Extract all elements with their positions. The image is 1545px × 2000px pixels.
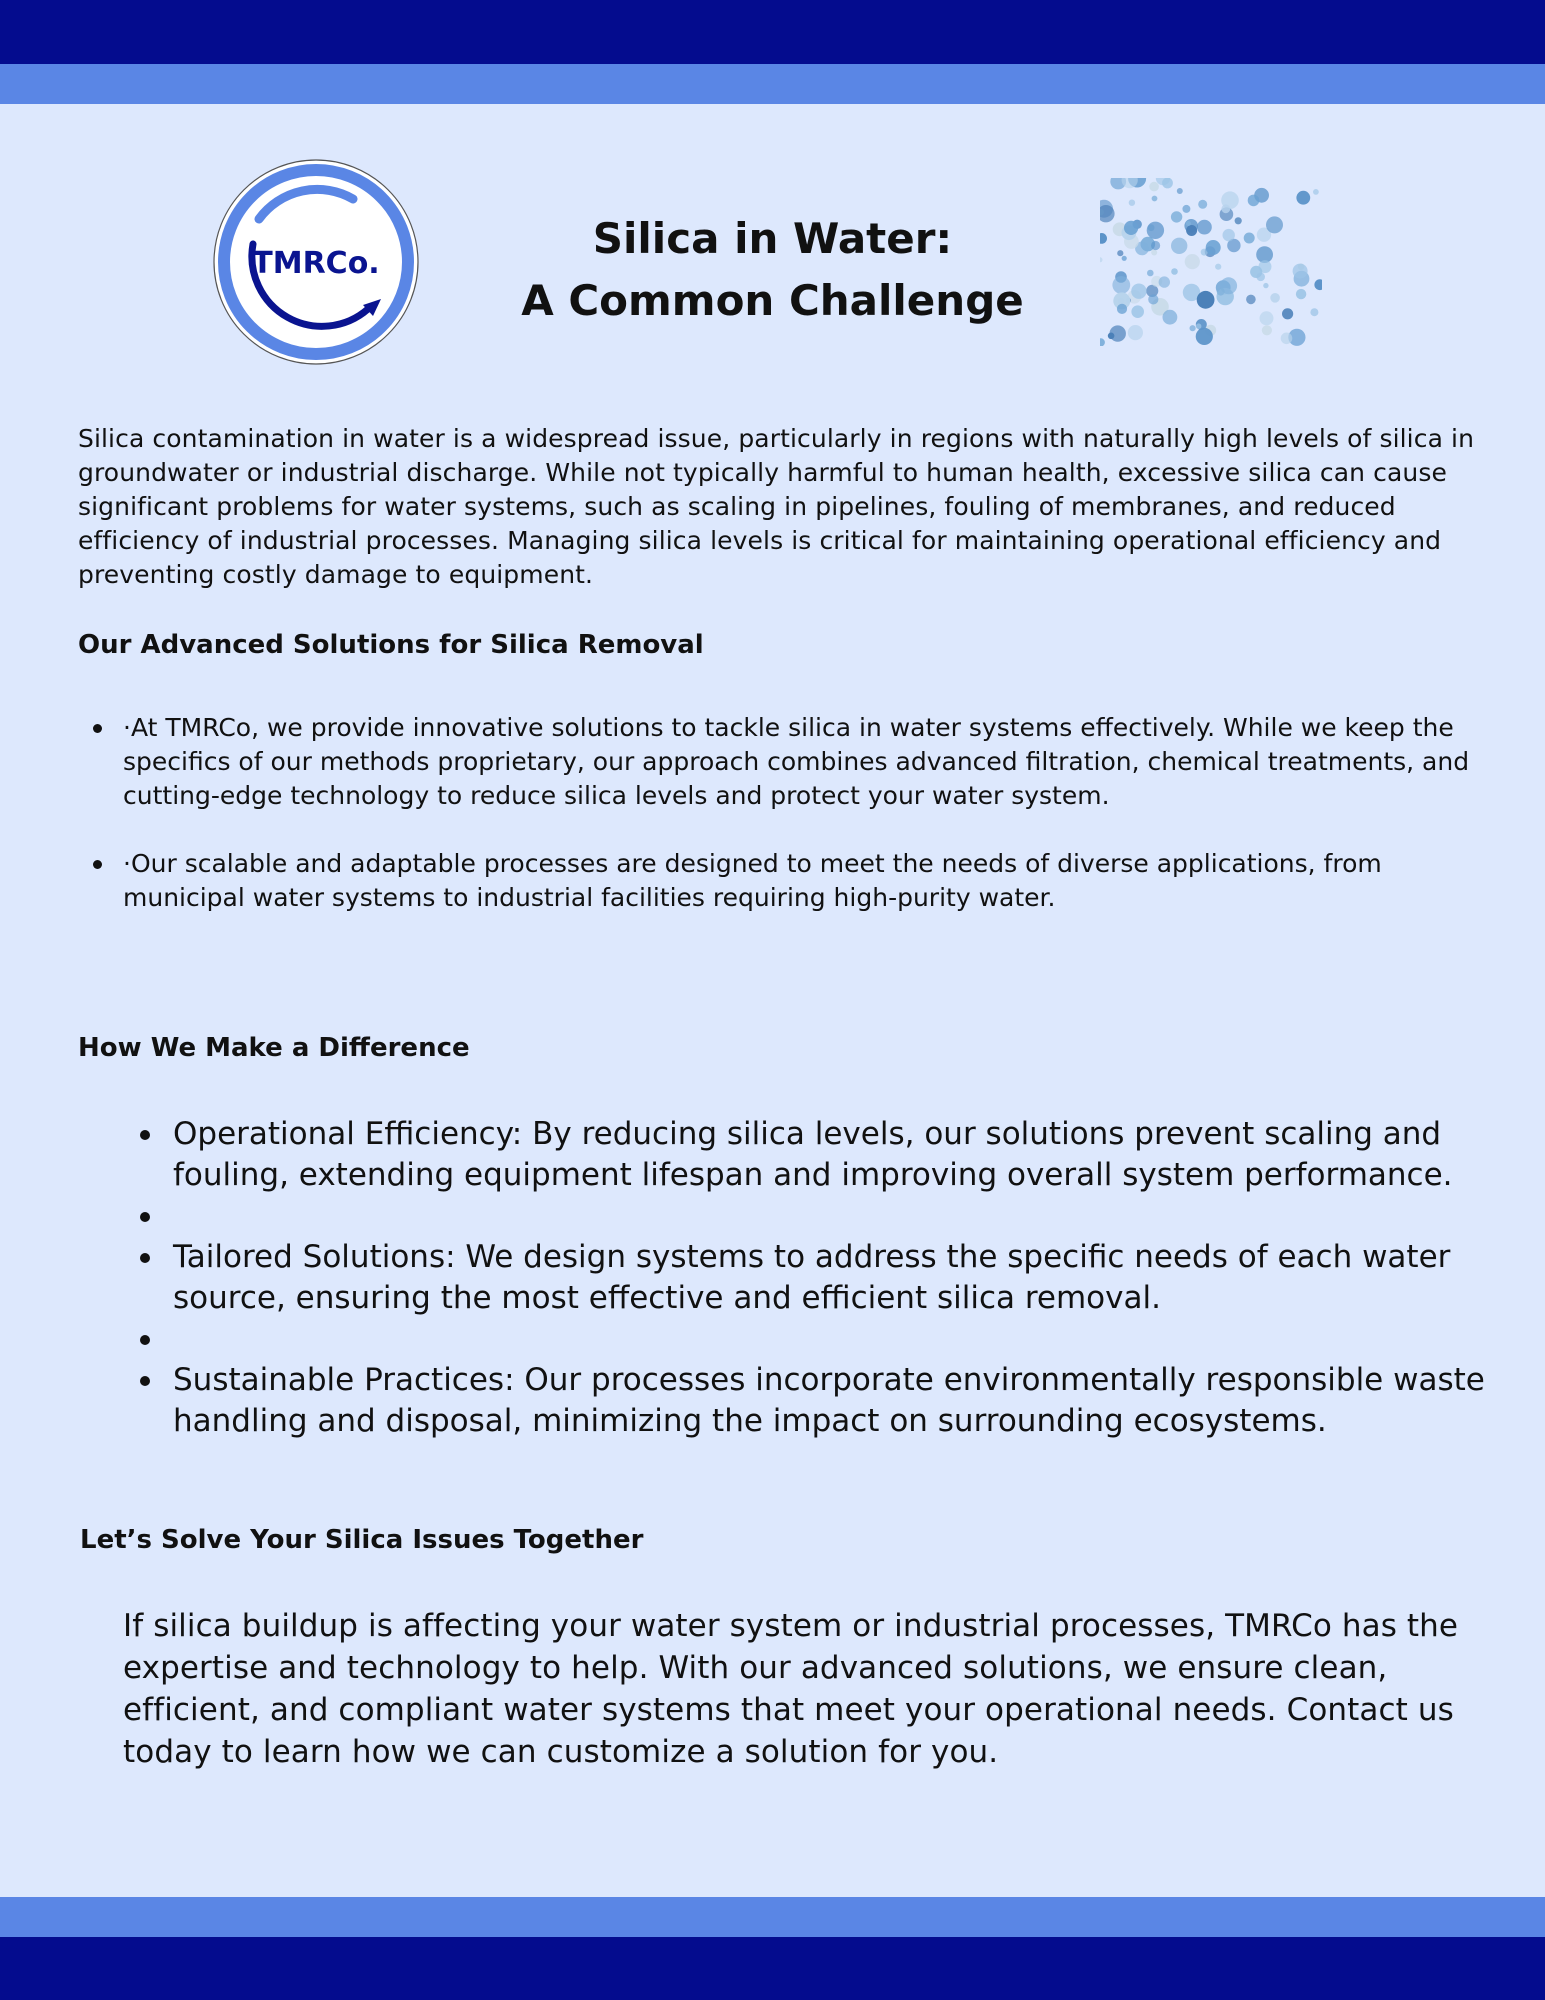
bubble bbox=[1270, 293, 1280, 303]
bubble bbox=[1296, 191, 1310, 205]
bubble bbox=[1310, 308, 1318, 316]
bubble bbox=[1149, 182, 1159, 192]
bubble bbox=[1100, 233, 1107, 244]
bullet-icon bbox=[140, 1130, 150, 1140]
list-item: Tailored Solutions: We design systems to address the specific needs of each water source, ensuring the most effective and efficient silica removal. bbox=[173, 1237, 1513, 1319]
bullet-icon bbox=[93, 860, 102, 869]
bottom-banner-dark bbox=[0, 1937, 1545, 2000]
solutions-heading: Our Advanced Solutions for Silica Removal bbox=[78, 630, 704, 660]
bullet-icon bbox=[140, 1253, 150, 1263]
bubble bbox=[1100, 338, 1105, 346]
together-heading: Let’s Solve Your Silica Issues Together bbox=[80, 1525, 644, 1555]
bubble bbox=[1198, 200, 1207, 209]
bubble bbox=[1217, 288, 1225, 296]
top-banner-light bbox=[0, 64, 1545, 104]
logo-text: TMRCo. bbox=[252, 246, 380, 281]
title-line-1: Silica in Water: bbox=[592, 214, 953, 263]
silica-bubbles-image bbox=[1100, 178, 1322, 346]
bubble bbox=[1185, 254, 1200, 269]
bubble bbox=[1221, 204, 1230, 213]
list-item: ·At TMRCo, we provide innovative solutions to tackle silica in water systems effectively. While we keep the specifics of our methods proprietary, our approach combines advanced filtration, chemical treatments, and cutting-edge technology to reduce silica levels and protect your water system. bbox=[123, 711, 1503, 813]
bubble bbox=[1263, 283, 1268, 288]
bubble bbox=[1124, 221, 1138, 235]
bubble bbox=[1117, 250, 1123, 256]
bubble bbox=[1314, 279, 1322, 290]
bubble bbox=[1171, 238, 1187, 254]
bubble bbox=[1129, 200, 1135, 206]
bubble bbox=[1151, 241, 1160, 250]
tmrco-logo bbox=[213, 159, 419, 365]
bullet-icon bbox=[93, 724, 102, 733]
list-item-empty bbox=[173, 1319, 1513, 1360]
bubble bbox=[1100, 257, 1103, 262]
title-line-2: A Common Challenge bbox=[521, 276, 1024, 325]
page-title bbox=[500, 208, 1045, 332]
bubble bbox=[1122, 256, 1127, 261]
bubble bbox=[1282, 308, 1293, 319]
bottom-banner-light bbox=[0, 1897, 1545, 1937]
list-item: ·Our scalable and adaptable processes are designed to meet the needs of diverse applications, from municipal water systems to industrial facilities requiring high-purity water. bbox=[123, 847, 1503, 915]
bubble bbox=[1171, 268, 1178, 275]
bubble bbox=[1186, 225, 1197, 236]
bubble bbox=[1235, 217, 1242, 224]
bubble bbox=[1281, 333, 1293, 345]
bubble bbox=[1177, 188, 1183, 194]
bubble bbox=[1197, 291, 1215, 309]
bullet-icon bbox=[140, 1335, 150, 1345]
bubble bbox=[1152, 196, 1158, 202]
top-banner-dark bbox=[0, 0, 1545, 64]
bubble bbox=[1197, 220, 1212, 235]
bubble bbox=[1171, 211, 1182, 222]
bubble bbox=[1117, 304, 1127, 314]
bubble bbox=[1112, 276, 1130, 294]
solutions-list bbox=[123, 711, 1503, 949]
bubble bbox=[1147, 222, 1164, 239]
bubble bbox=[1163, 310, 1178, 325]
bubble bbox=[1159, 276, 1170, 287]
bubble bbox=[1148, 294, 1158, 304]
bubble bbox=[1313, 189, 1319, 195]
bubble bbox=[1215, 264, 1221, 270]
difference-heading: How We Make a Difference bbox=[78, 1033, 470, 1063]
bubble bbox=[1128, 325, 1143, 340]
bubble bbox=[1246, 295, 1256, 305]
bubble bbox=[1151, 250, 1157, 256]
bubble bbox=[1266, 216, 1283, 233]
closing-paragraph: If silica buildup is affecting your water system or industrial processes, TMRCo has the expertise and technology to help. With our advanced solutions, we ensure clean, efficient, and compliant water systems that meet your operational needs. Contact us today to learn how we can customize a solution for you. bbox=[123, 1608, 1459, 1770]
bullet-icon bbox=[140, 1212, 150, 1222]
bubble bbox=[1223, 229, 1235, 241]
intro-paragraph: Silica contamination in water is a widespread issue, particularly in regions with naturally high levels of silica in groundwater or industrial discharge. While not typically harmful to human health, excessive silica can cause significant problems for water systems, such as scaling in pipelines, fouling of membranes, and reduced efficiency of industrial processes. Managing silica levels is critical for maintaining operational efficiency and preventing costly damage to equipment. bbox=[78, 424, 1475, 589]
bullet-icon bbox=[140, 1376, 150, 1386]
bubble bbox=[1248, 195, 1260, 207]
bubble bbox=[1196, 323, 1202, 329]
bubble bbox=[1182, 205, 1190, 213]
bubble bbox=[1293, 264, 1308, 279]
bubble bbox=[1244, 233, 1255, 244]
bubble bbox=[1186, 221, 1191, 226]
bubble bbox=[1131, 305, 1144, 318]
bubble bbox=[1296, 289, 1306, 299]
list-item-empty bbox=[173, 1196, 1513, 1237]
bubble bbox=[1206, 240, 1221, 255]
bubble bbox=[1147, 270, 1154, 277]
bubble bbox=[1131, 284, 1146, 299]
list-item: Sustainable Practices: Our processes incorporate environmentally responsible waste handling and disposal, minimizing the impact on surrounding ecosystems. bbox=[173, 1360, 1513, 1442]
bubble bbox=[1260, 311, 1274, 325]
bubble bbox=[1262, 325, 1272, 335]
list-item: Operational Efficiency: By reducing silica levels, our solutions prevent scaling and fouling, extending equipment lifespan and improving overall system performance. bbox=[173, 1114, 1513, 1196]
bubble bbox=[1250, 266, 1262, 278]
bubble bbox=[1196, 328, 1213, 345]
bubble bbox=[1110, 325, 1126, 341]
difference-list bbox=[173, 1114, 1513, 1442]
bubble bbox=[1190, 325, 1196, 331]
